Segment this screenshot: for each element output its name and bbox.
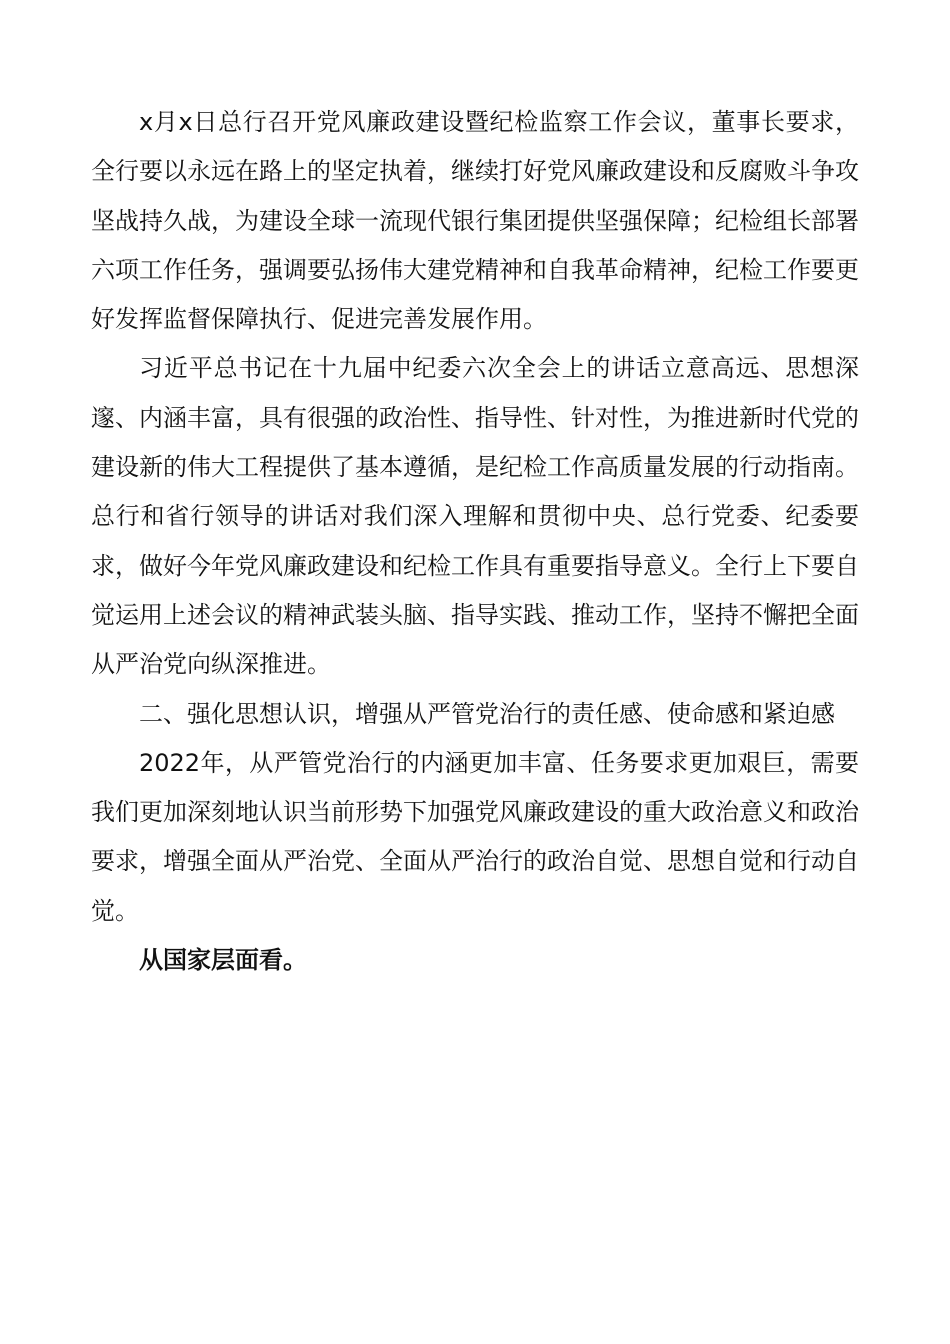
paragraph-section-body: 2022年，从严管党治行的内涵更加丰富、任务要求更加艰巨，需要我们更加深刻地认识当前形势下加强党风廉政建设的重大政治意义和政治要求，增强全面从严治党、全面从严治行的政治自觉、思想自觉和行动自觉。 (91, 748, 859, 925)
section-heading: 二、强化思想认识，增强从严管党治行的责任感、使命感和紧迫感 (139, 699, 835, 728)
subheading-national-level: 从国家层面看。 (139, 946, 307, 975)
document-page (91, 98, 859, 985)
paragraph-meeting-summary: x月x日总行召开党风廉政建设暨纪检监察工作会议，董事长要求，全行要以永远在路上的坚定执着，继续打好党风廉政建设和反腐败斗争攻坚战持久战，为建设全球一流现代银行集团提供坚强保障；纪检组长部署六项工作任务，强调要弘扬伟大建党精神和自我革命精神，纪检工作要更好发挥监督保障执行、促进完善发展作用。 (91, 108, 859, 334)
paragraph-speech-significance: 习近平总书记在十九届中纪委六次全会上的讲话立意高远、思想深邃、内涵丰富，具有很强的政治性、指导性、针对性，为推进新时代党的建设新的伟大工程提供了基本遵循，是纪检工作高质量发展的行动指南。总行和省行领导的讲话对我们深入理解和贯彻中央、总行党委、纪委要求，做好今年党风廉政建设和纪检工作具有重要指导意义。全行上下要自觉运用上述会议的精神武装头脑、指导实践、推动工作，坚持不懈把全面从严治党向纵深推进。 (91, 354, 859, 679)
